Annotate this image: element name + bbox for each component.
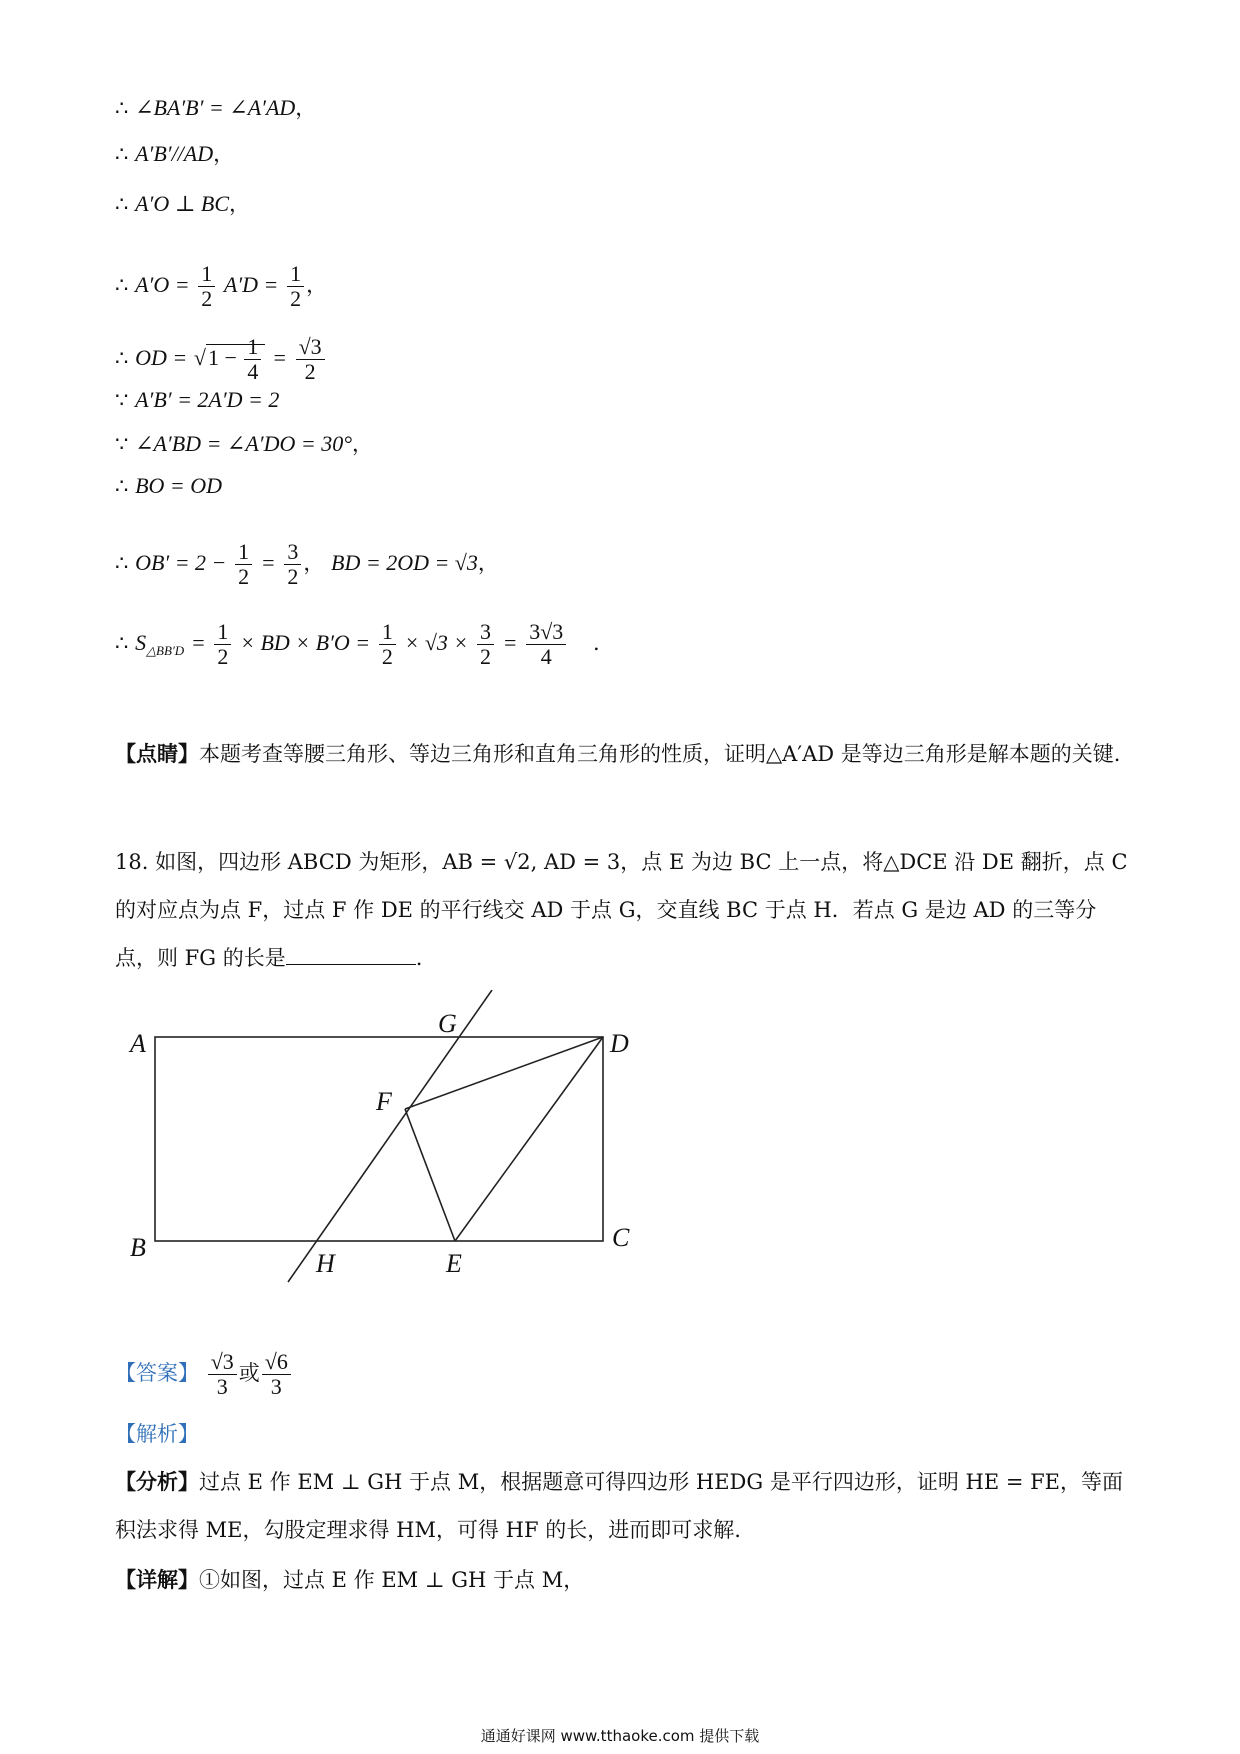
dianjing-tag: 【点睛】 — [115, 741, 199, 766]
step-4: ∴ A′O = $\frac{1}{2}$ A′D = $\frac{1}{2}$ ， — [115, 261, 328, 311]
fraction: $\frac{1}{2}$ — [198, 262, 215, 311]
step-8: ∴ BO = OD — [115, 473, 223, 498]
rectangle-abcd — [155, 1037, 603, 1241]
xiangjie-paragraph — [115, 1556, 1135, 1604]
label-b: B — [130, 1233, 146, 1262]
problem-number: 18. — [115, 850, 149, 874]
fraction: $\frac{√3}{2}$ — [296, 335, 325, 384]
line-gh — [288, 990, 492, 1282]
step-7: ∵ ∠A′BD = ∠A′DO = 30°， — [115, 431, 374, 456]
label-h: H — [316, 1249, 335, 1278]
fraction: $\frac{1}{2}$ — [379, 620, 396, 669]
label-c: C — [612, 1223, 630, 1252]
fraction: $\frac{1}{4}$ — [244, 335, 261, 384]
problem-18: 18. 如图，四边形 ABCD 为矩形，AB = √2, AD = 3，点 E 为边 BC 上一点，将△DCE 沿 DE 翻折，点 C 的对应点为点 F，过点 F 作 DE 的平行线交 AD 于点 G，交直线 BC 于点 H．若点 G 是边 AD 的三等分点，则 FG 的长是 . — [115, 850, 1128, 970]
fraction: $\frac{1}{2}$ — [287, 262, 304, 311]
label-a: A — [130, 1029, 146, 1058]
sqrt: √1 − $\frac{1}{4}$ — [194, 344, 266, 370]
fraction: $\frac{1}{2}$ — [214, 620, 231, 669]
step-3: ∴ A′O ⊥ BC， — [115, 191, 251, 216]
jiexi-heading: 【解析】 — [115, 1422, 199, 1446]
step-6: ∵ A′B′ = 2A′D = 2 — [115, 387, 280, 412]
label-d: D — [610, 1029, 629, 1058]
segment-ed — [455, 1037, 603, 1241]
answer-fraction-1: $\frac{√3}{3}$ — [208, 1350, 237, 1399]
xiangjie-tag: 【详解】 — [115, 1567, 199, 1592]
dianjing-paragraph — [115, 730, 1135, 778]
fraction: $\frac{1}{2}$ — [235, 540, 252, 589]
fenxi-paragraph — [115, 1458, 1135, 1554]
geometry-figure — [120, 990, 680, 1300]
fraction: $\frac{3}{2}$ — [284, 540, 301, 589]
dianjing-text: 本题考查等腰三角形、等边三角形和直角三角形的性质，证明△A′AD 是等边三角形是解本题的关键. — [199, 742, 1121, 766]
label-f: F — [376, 1087, 392, 1116]
step-5: ∴ OD = √1 − $\frac{1}{4}$ = $\frac{√3}{2}$ — [115, 335, 327, 384]
label-e: E — [446, 1249, 462, 1278]
problem-text: 如图，四边形 ABCD 为矩形，AB = √2, AD = 3，点 E 为边 BC 上一点，将△DCE 沿 DE 翻折，点 C 的对应点为点 F，过点 F 作 DE 的平行线交 AD 于点 G，交直线 BC 于点 H．若点 G 是边 AD 的三等分点，则 FG 的长是 — [115, 850, 1128, 970]
answer-fraction-2: $\frac{√6}{3}$ — [262, 1350, 291, 1399]
answer-tag: 【答案】 — [115, 1361, 199, 1385]
step-2: ∴ A′B′//AD， — [115, 141, 235, 166]
page-footer: 通通好课网 www.tthaoke.com 提供下载 — [480, 1727, 760, 1745]
fenxi-text: 过点 E 作 EM ⊥ GH 于点 M，根据题意可得四边形 HEDG 是平行四边形，证明 HE = FE，等面积法求得 ME，勾股定理求得 HM，可得 HF 的长，进而即可求解. — [115, 1470, 1123, 1542]
answer-line: 【答案】 $\frac{√3}{3}$ 或 $\frac{√6}{3}$ — [115, 1350, 293, 1399]
step-1: ∴ ∠BA′B′ = ∠A′AD， — [115, 95, 317, 120]
step-10: ∴ $S_{\triangle BB'D}$ = $\frac{1}{2}$ × BD × B′O = $\frac{1}{2}$ × √3 × $\frac{3}{2}$ = $\frac{3√3}{4}$ . — [115, 619, 600, 669]
fenxi-tag: 【分析】 — [115, 1469, 199, 1494]
xiangjie-text: ①如图，过点 E 作 EM ⊥ GH 于点 M， — [199, 1568, 585, 1592]
answer-blank — [286, 944, 416, 965]
segment-fe — [405, 1109, 455, 1241]
step-9: ∴ OB′ = 2 − $\frac{1}{2}$ = $\frac{3}{2}$ ， BD = 2OD = √3， — [115, 539, 499, 589]
label-g: G — [438, 1009, 457, 1038]
fraction: $\frac{3√3}{4}$ — [526, 620, 566, 669]
fraction: $\frac{3}{2}$ — [477, 620, 494, 669]
